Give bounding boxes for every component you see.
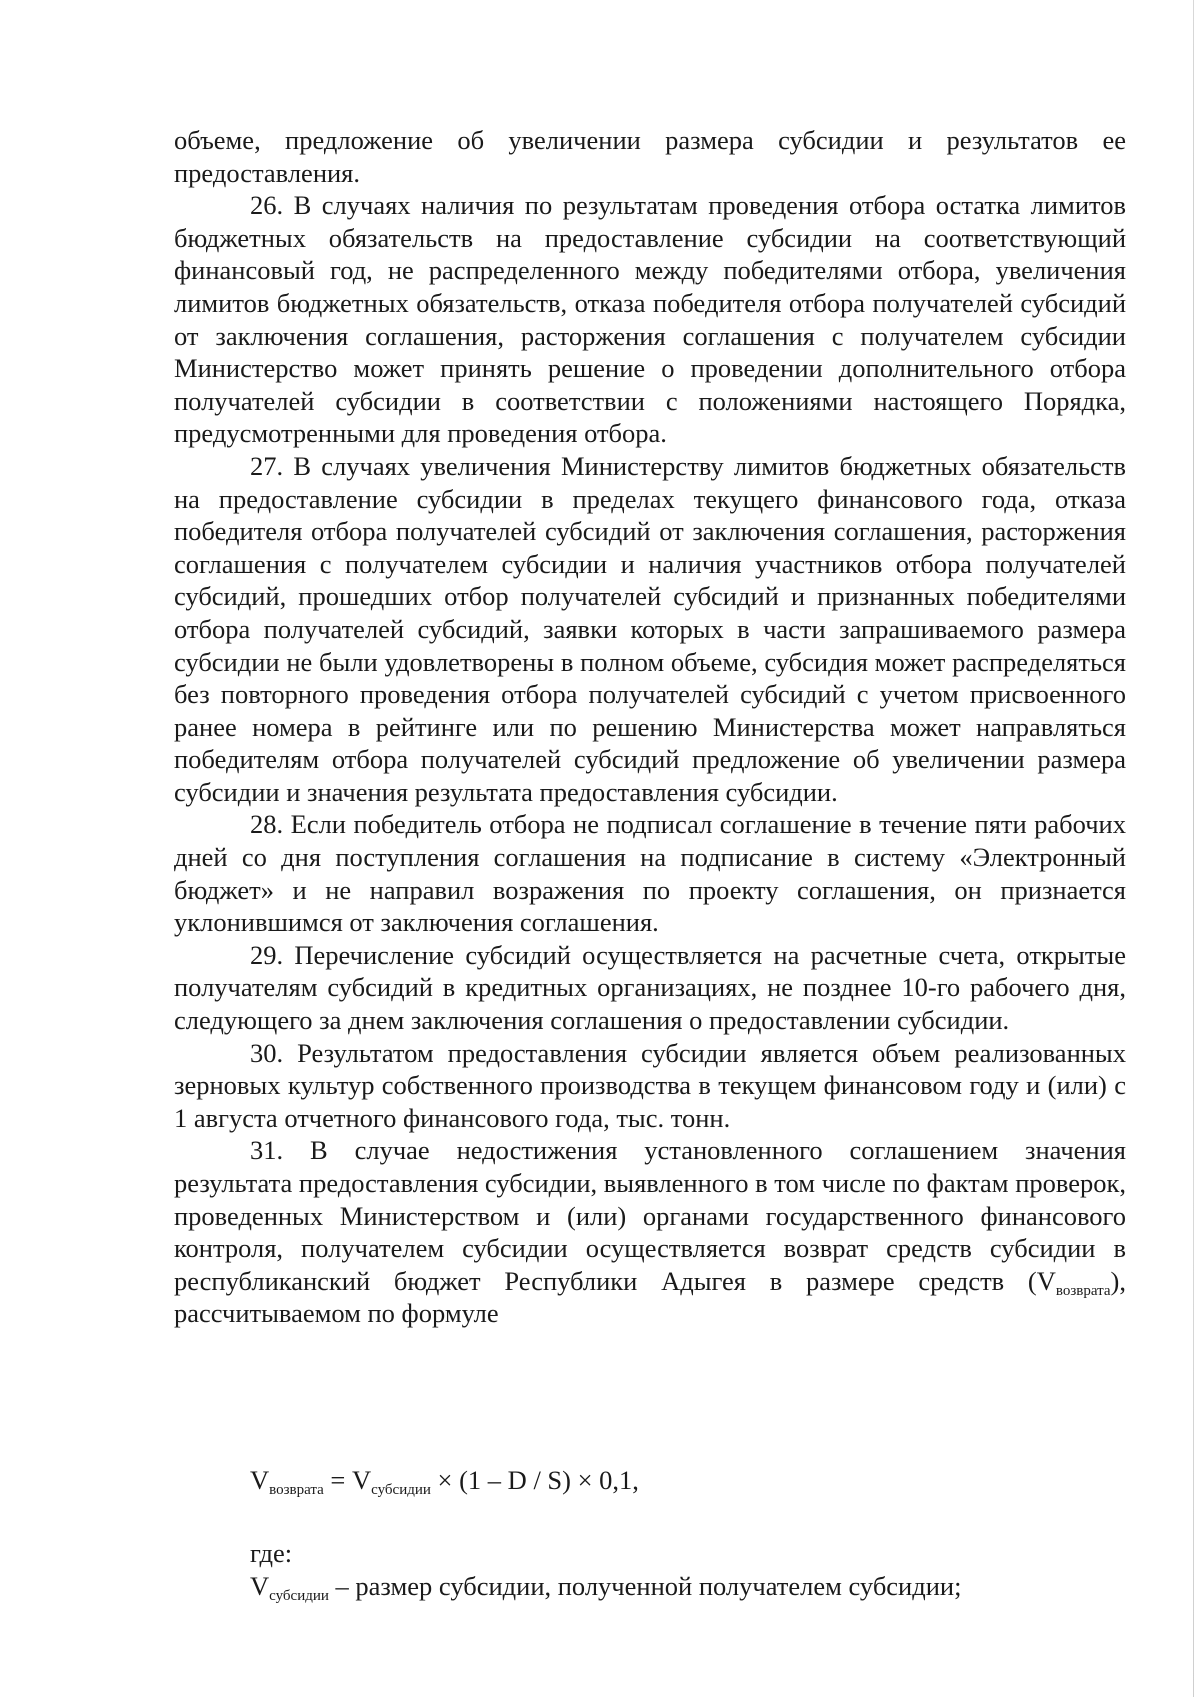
paragraph-26: 26. В случаях наличия по результатам проведения отбора остатка лимитов бюджетных обязательств на предоставление субсидии на соответствующий финансовый год, не распределенного между победителями отбора, увеличения лимитов бюджетных обязательств, отказа победителя отбора получателей субсидий от заключения соглашения, расторжения соглашения с получателем субсидии Министерство может принять решение о проведении дополнительного отбора получателей субсидии в соответствии с положениями настоящего Порядка, предусмотренными для проведения отбора.	[174, 190, 1126, 449]
paragraph-31-subscript: возврата	[1055, 1282, 1111, 1299]
paragraph-29: 29. Перечисление субсидий осуществляется на расчетные счета, открытые получателям субсидий в кредитных организациях, не позднее 10-го рабочего дня, следующего за днем заключения соглашения о предоставлении субсидии.	[174, 939, 1126, 1036]
return-formula	[250, 1464, 639, 1496]
formula-sub-return: возврата	[269, 1482, 324, 1498]
paragraph-31	[174, 1134, 1126, 1330]
definition-sub: субсидии	[269, 1588, 329, 1604]
paragraph-28: 28. Если победитель отбора не подписал соглашение в течение пяти рабочих дней со дня поступления соглашения на подписание в систему «Электронный бюджет» и не направил возражения по проекту соглашения, он признается уклонившимся от заключения соглашения.	[174, 809, 1126, 938]
document-body	[174, 124, 1126, 1330]
formula-rest: × (1 – D / S) × 0,1,	[430, 1465, 639, 1495]
formula-eq: = V	[323, 1465, 372, 1495]
paragraph-30: 30. Результатом предоставления субсидии является объем реализованных зерновых культур собственного производства в текущем финансовом году и (или) с 1 августа отчетного финансового года, тыс. тонн.	[174, 1037, 1126, 1133]
paragraph-continuation: объеме, предложение об увеличении размера субсидии и результатов ее предоставления.	[174, 125, 1126, 188]
definition-text: – размер субсидии, полученной получателем субсидии;	[328, 1571, 962, 1601]
paragraph-31-text: 31. В случае недостижения установленного соглашением значения результата предоставления субсидии, выявленного в том числе по фактам проверок, проведенных Министерством и (или) органами государственного финансового контроля, получателем субсидии осуществляется возврат средств субсидии в республиканский бюджет Республики Адыгея в размере средств (V	[174, 1135, 1126, 1296]
definition-v: V	[250, 1571, 270, 1601]
formula-sub-subsidy: субсидии	[371, 1482, 431, 1498]
where-label: где:	[250, 1538, 293, 1568]
paragraph-27: 27. В случаях увеличения Министерству лимитов бюджетных обязательств на предоставление субсидии в пределах текущего финансового года, отказа победителя отбора получателей субсидий от заключения соглашения, расторжения соглашения с получателем субсидии и наличия участников отбора получателей субсидий, прошедших отбор получателей субсидий и признанных победителями отбора получателей субсидий, заявки которых в части запрашиваемого размера субсидии не были удовлетворены в полном объеме, субсидия может распределяться без повторного проведения отбора получателей субсидий с учетом присвоенного ранее номера в рейтинге или по решению Министерства может направляться победителям отбора получателей субсидий предложение об увеличении размера субсидии и значения результата предоставления субсидии.	[174, 450, 1126, 807]
paragraph-31-tail: ), рассчитываемом по формуле	[174, 1265, 1126, 1329]
definition-v-subsidy	[250, 1570, 961, 1602]
formula-v: V	[250, 1465, 270, 1495]
scan-edge-line	[1193, 0, 1194, 1697]
